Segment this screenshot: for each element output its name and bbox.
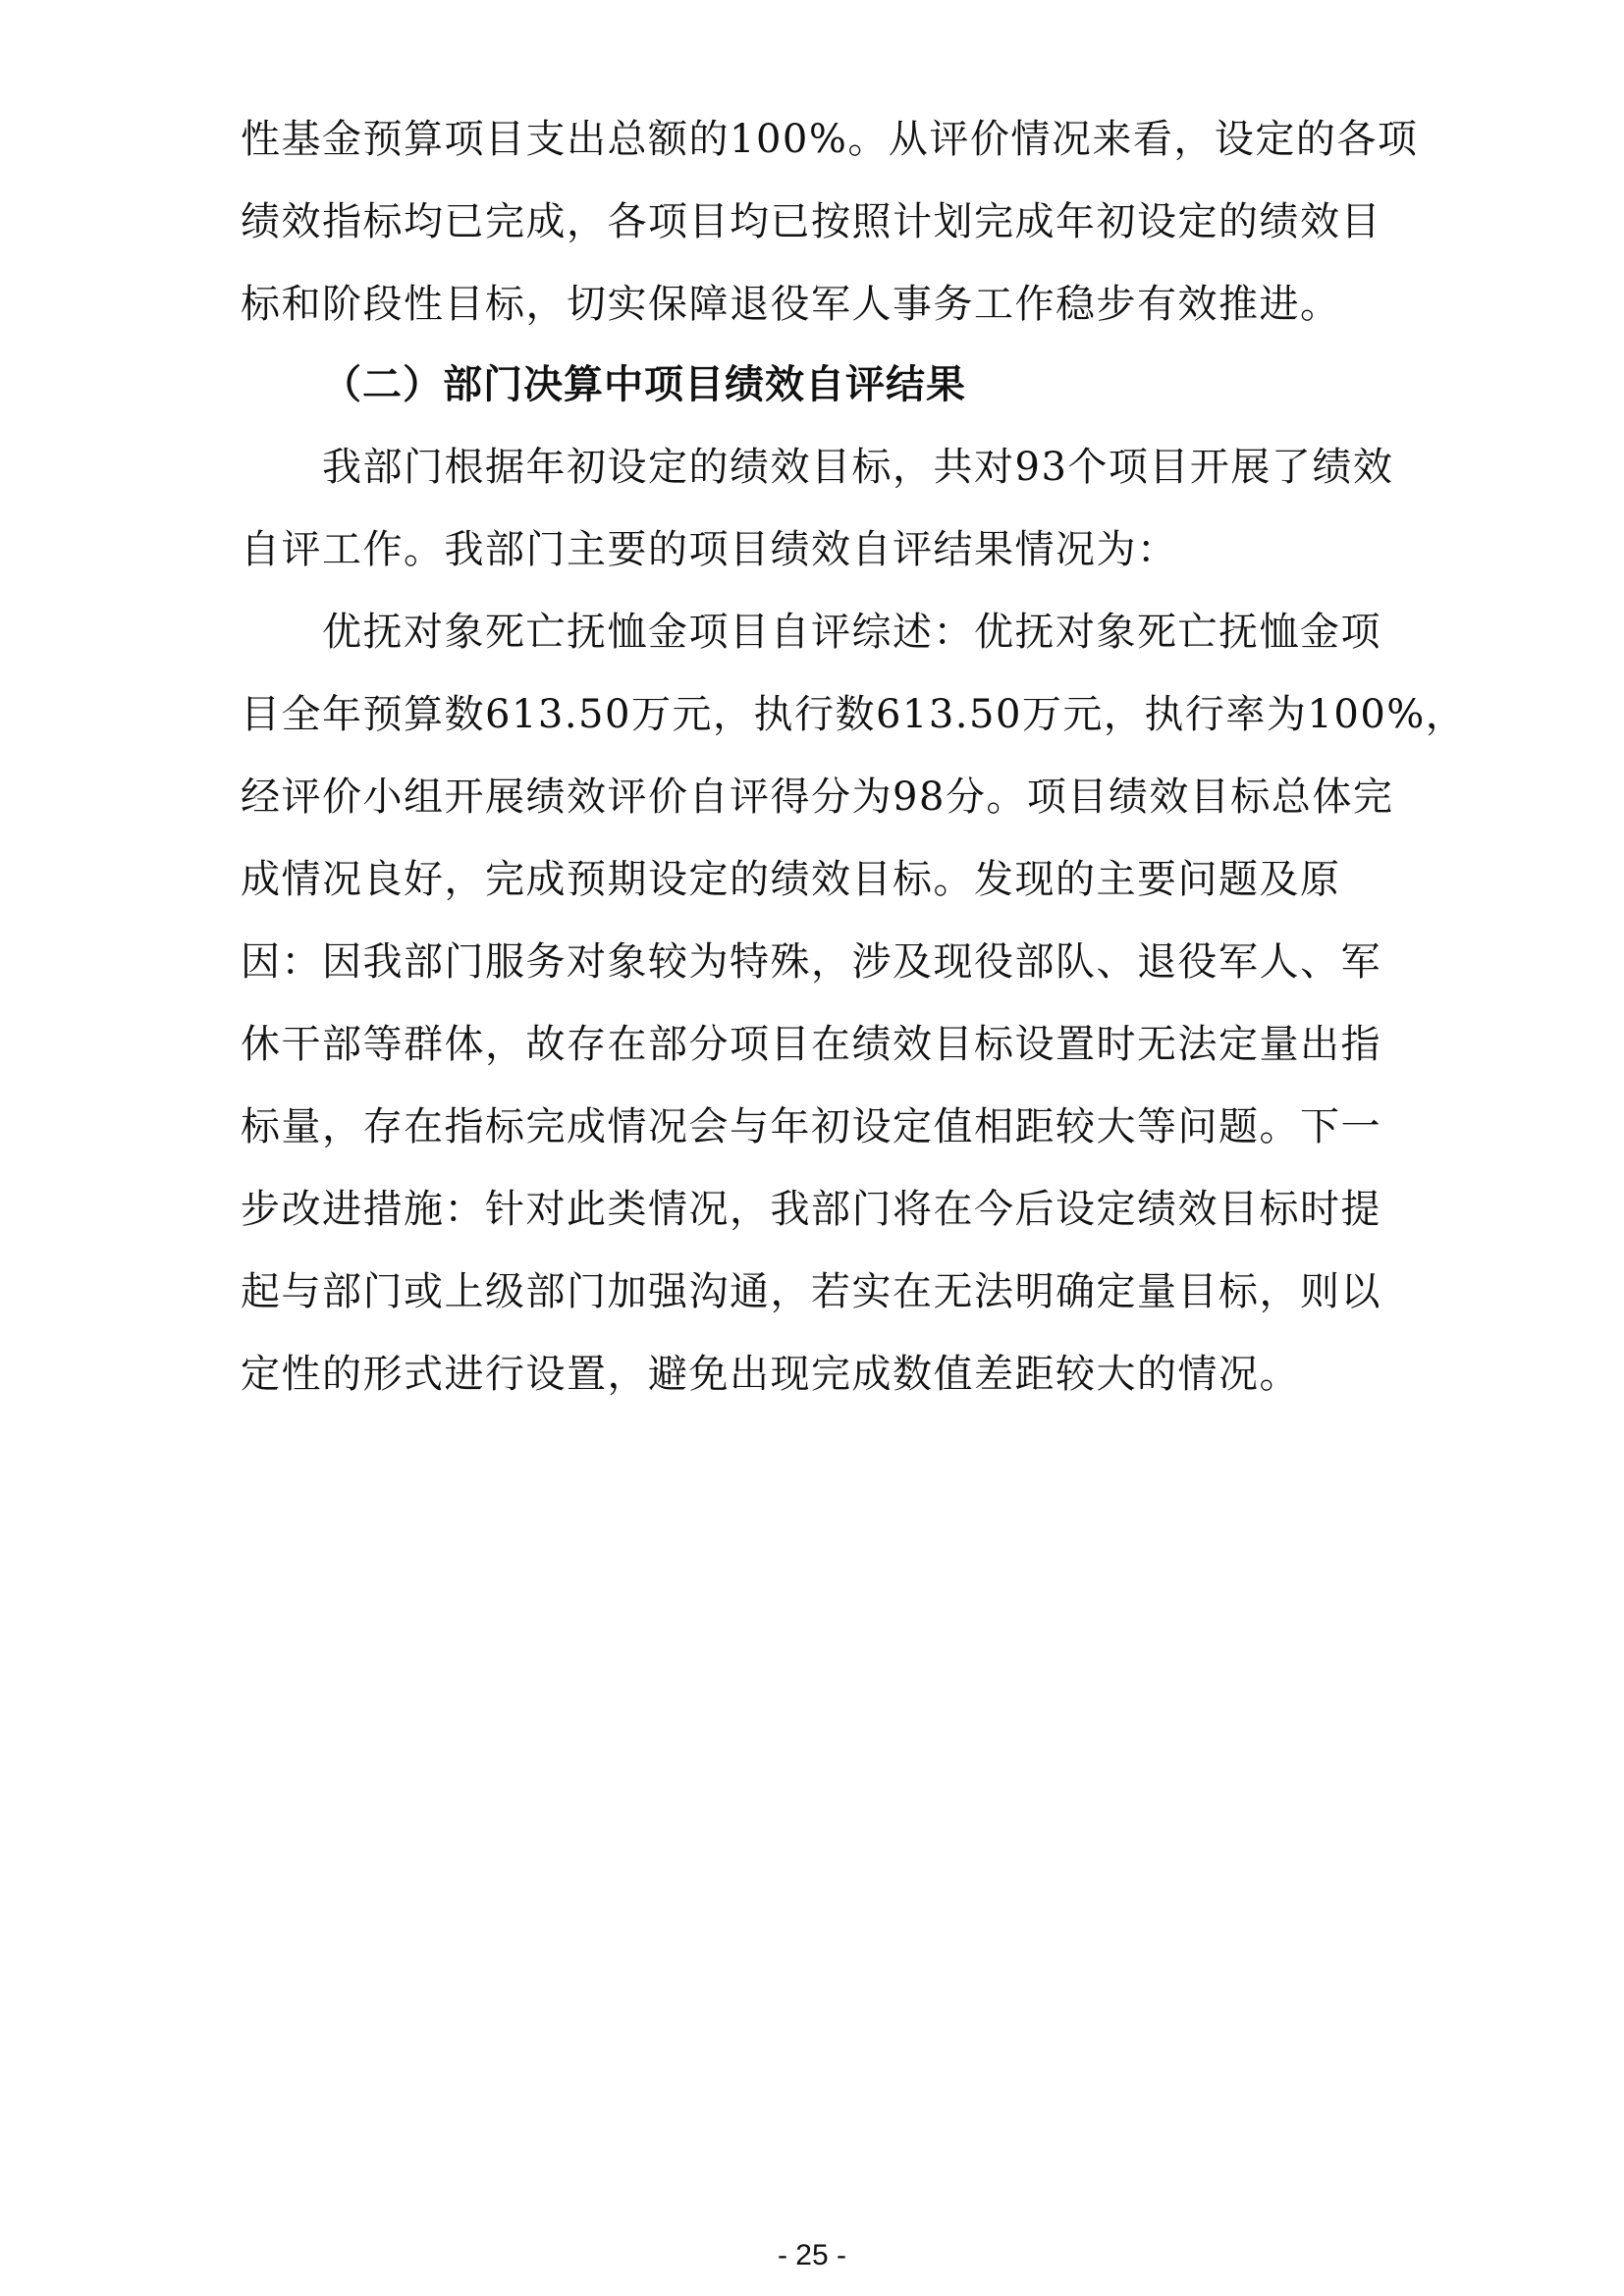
body-text-line: 标量，存在指标完成情况会与年初设定值相距较大等问题。下一 — [241, 1104, 1381, 1149]
body-text-line: 经评价小组开展绩效评价自评得分为98分。项目绩效目标总体完 — [241, 774, 1394, 820]
body-text-line: 成情况良好，完成预期设定的绩效目标。发现的主要问题及原 — [241, 857, 1341, 902]
body-text-line: 因：因我部门服务对象较为特殊，涉及现役部队、退役军人、军 — [241, 939, 1381, 985]
page-number: - 25 - — [777, 2239, 847, 2271]
body-text-line: 休干部等群体，故存在部分项目在绩效目标设置时无法定量出指 — [241, 1022, 1381, 1067]
body-text-line: 自评工作。我部门主要的项目绩效自评结果情况为： — [241, 527, 1178, 572]
body-text-line: 步改进措施：针对此类情况，我部门将在今后设定绩效目标时提 — [241, 1187, 1381, 1232]
section-heading: （二）部门决算中项目绩效自评结果 — [322, 362, 966, 407]
body-text-line: 性基金预算项目支出总额的100%。从评价情况来看，设定的各项 — [241, 117, 1419, 162]
body-text-line: 起与部门或上级部门加强沟通，若实在无法明确定量目标，则以 — [241, 1269, 1381, 1314]
body-text-line: 目全年预算数613.50万元，执行数613.50万元，执行率为100%， — [241, 692, 1467, 737]
body-text-line: 绩效指标均已完成，各项目均已按照计划完成年初设定的绩效目 — [241, 199, 1381, 244]
body-text-line: 定性的形式进行设置，避免出现完成数值差距较大的情况。 — [241, 1352, 1300, 1397]
body-text-line: 优抚对象死亡抚恤金项目自评综述：优抚对象死亡抚恤金项 — [322, 610, 1381, 655]
body-text-line: 标和阶段性目标，切实保障退役军人事务工作稳步有效推进。 — [241, 282, 1341, 327]
body-text-line: 我部门根据年初设定的绩效目标，共对93个项目开展了绩效 — [322, 445, 1394, 490]
